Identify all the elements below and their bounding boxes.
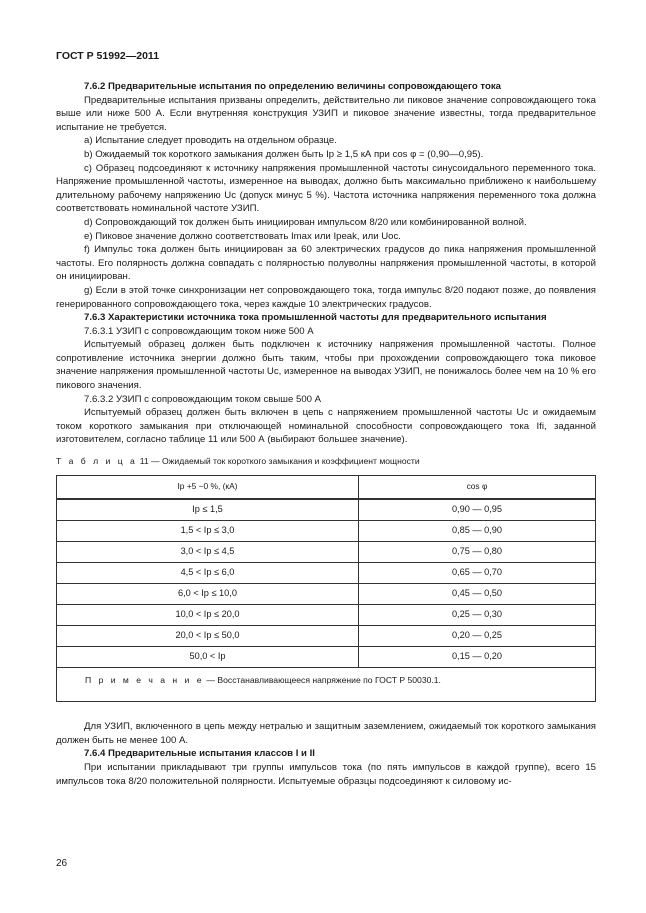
table-cell-range: 4,5 < Iр ≤ 6,0 [57,562,359,583]
table-cell-cos: 0,45 — 0,50 [358,583,595,604]
section-heading-7-6-2: 7.6.2 Предварительные испытания по определению величины сопровождающего тока [84,81,501,92]
table-row [57,541,596,562]
table-cell-cos: 0,20 — 0,25 [358,625,595,646]
list-item-d: d) Сопровождающий ток должен быть инициирован импульсом 8/20 или комбинированной волной. [84,216,527,228]
section-heading-7-6-4: 7.6.4 Предварительные испытания классов I и II [84,748,315,760]
table-cell-cos: 0,15 — 0,20 [358,646,595,667]
table-cell-cos: 0,25 — 0,30 [358,604,595,625]
table-cell-cos: 0,65 — 0,70 [358,562,595,583]
table-row [57,583,596,604]
table-caption-text: 11 — Ожидаемый ток короткого замыкания и коэффициент мощности [139,456,420,467]
table-row [57,625,596,646]
table-note [57,667,596,702]
document-header: ГОСТ Р 51992—2011 [56,50,160,62]
table-cell-range: 6,0 < Iр ≤ 10,0 [57,583,359,604]
table-caption [56,455,596,469]
section-heading-7-6-3: 7.6.3 Характеристики источника тока промышленной частоты для предварительного испытания [84,312,547,324]
page-content [56,80,596,788]
table-cell-range: Iр ≤ 1,5 [57,499,359,521]
table-cell-range: 3,0 < Iр ≤ 4,5 [57,541,359,562]
table-cell-cos: 0,90 — 0,95 [358,499,595,521]
table-note-row [57,667,596,702]
table-row [57,499,596,521]
table-11 [56,475,596,703]
spacer [56,702,596,720]
list-item-e: е) Пиковое значение должно соответствовать Imax или Ipeak, или Uoc. [84,230,401,242]
table-row [57,646,596,667]
table-row [57,604,596,625]
table-header-cos: cos φ [358,475,595,499]
subsection-title-7-6-3-1: 7.6.3.1 УЗИП с сопровождающим током ниже 500 А [84,325,314,337]
table-cell-range: 1,5 < Iр ≤ 3,0 [57,520,359,541]
paragraph-intro: Предварительные испытания призваны определить, действительно ли пиковое значение сопровождающего тока выше или ниже 500 А. Если внутренняя конструкция УЗИП и пиковое значение известны, тогда предварительное испытание не требуется. [56,94,596,133]
table-cell-range: 20,0 < Iр ≤ 50,0 [57,625,359,646]
table-caption-prefix: Т а б л и ц а [56,456,138,467]
table-note-label: П р и м е ч а н и е [85,674,205,685]
table-header-current: Iр +5 −0 %, (кА) [57,475,359,499]
subsection-text-7-6-3-2: Испытуемый образец должен быть включен в цепь с напряжением промышленной частоты Uc и ожидаемым током короткого замыкания при отключающей номинальной способности сопровождающего тока Ifi, заданной изготовителем, согласно таблице 11 или 500 А (выбирают большее значение). [56,407,596,446]
table-cell-cos: 0,85 — 0,90 [358,520,595,541]
subsection-title-7-6-3-2: 7.6.3.2 УЗИП с сопровождающим током свыше 500 А [84,393,322,405]
list-item-g: g) Если в этой точке синхронизации нет сопровождающего тока, тогда импульс 8/20 подают позже, до появления генерированного сопровождающего тока, через каждые 10 электрических градусов. [56,284,596,310]
paragraph-class-tests: При испытании прикладывают три группы импульсов тока (по пять импульсов в каждой группе), всего 15 импульсов тока 8/20 положительной полярности. Испытуемые образцы подсоединяют к силовому ис- [56,762,596,787]
table-note-text: — Восстанавливающееся напряжение по ГОСТ Р 50030.1. [206,674,441,685]
list-item-f: f) Импульс тока должен быть инициирован за 60 электрических градусов до пика напряжения промышленной частоты. Его полярность должна совпадать с полярностью полуволны напряжения промышленной частоты, в которой он инициирован. [56,244,596,283]
subsection-text-7-6-3-1: Испытуемый образец должен быть подключен к источнику напряжения промышленной частоты. Полное сопротивление источника энергии должно быть таким, чтобы при прохождении сопровождающего тока пиковое значение напряжения промышленной частоты Uc, измеренное на выводах УЗИП, не понижалось более чем на 10 % его пикового значения. [56,339,596,392]
list-item-b: b) Ожидаемый ток короткого замыкания должен быть Iр ≥ 1,5 кА при cos φ = (0,90—0,95). [84,148,484,160]
table-row [57,520,596,541]
paragraph-neutral-earth: Для УЗИП, включенного в цепь между нетралью и защитным заземлением, ожидаемый ток короткого замыкания должен быть не менее 100 А. [56,721,596,746]
table-cell-cos: 0,75 — 0,80 [358,541,595,562]
table-row [57,562,596,583]
list-item-a: а) Испытание следует проводить на отдельном образце. [84,135,337,147]
page-number: 26 [56,858,68,869]
table-cell-range: 50,0 < Iр [57,646,359,667]
table-cell-range: 10,0 < Iр ≤ 20,0 [57,604,359,625]
list-item-c: c) Образец подсоединяют к источнику напряжения промышленной частоты синусоидального переменного тока. Напряжение промышленной частоты, измеренное на выводах, должно быть максимально приближено к наибольшему длительному рабочему напряжению Uc (допуск минус 5 %). Частота источника напряжения переменного тока должна соответствовать номинальной частоте УЗИП. [56,162,596,215]
